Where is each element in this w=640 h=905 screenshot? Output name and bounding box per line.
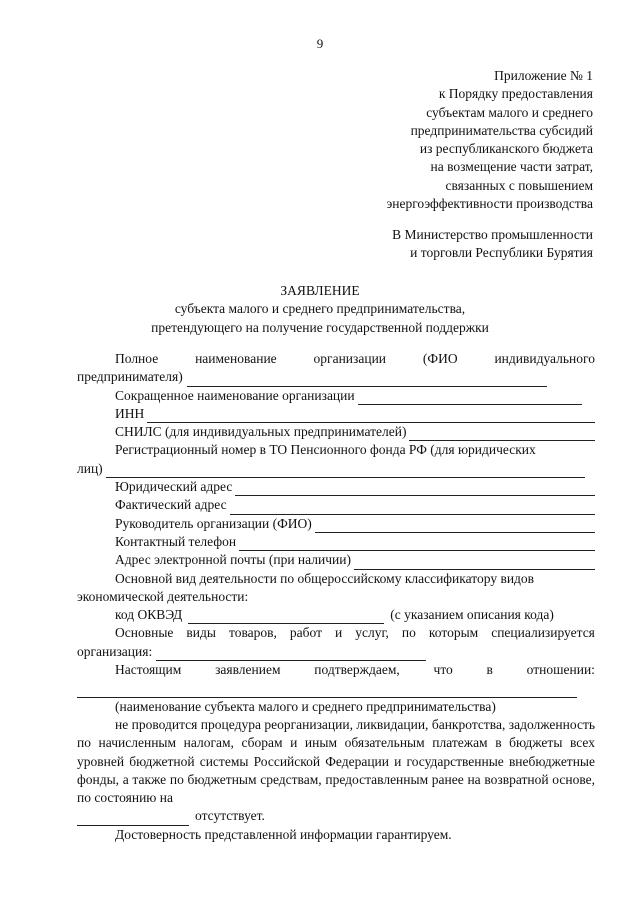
page-number: 9 xyxy=(316,36,324,51)
appendix-line: из республиканского бюджета xyxy=(419,141,593,157)
application-form xyxy=(77,350,595,844)
actual-address-row: Фактический адрес xyxy=(77,496,595,514)
addressee-line: и торговли Республики Бурятия xyxy=(410,245,593,261)
legal-address-row: Юридический адрес xyxy=(77,478,595,496)
addressee-block xyxy=(392,226,593,263)
appendix-line: Приложение № 1 xyxy=(494,68,593,83)
head-field[interactable] xyxy=(315,519,595,533)
appendix-line: связанных с повышением xyxy=(445,177,593,193)
goods-row: организация: xyxy=(77,643,595,661)
pfr-field[interactable] xyxy=(106,464,585,478)
head-row: Руководитель организации (ФИО) xyxy=(77,515,595,533)
appendix-line: на возмещение части затрат, xyxy=(430,159,593,175)
okved-code-field[interactable] xyxy=(188,610,384,624)
pfr-row: лиц) xyxy=(77,460,595,478)
phone-field[interactable] xyxy=(239,537,595,551)
okved-label-row: Основной вид деятельности по общероссийскому классификатору видов xyxy=(115,570,535,586)
actual-address-field[interactable] xyxy=(230,501,595,515)
full-name-label-line: Полное наименование организации (ФИО индивидуального xyxy=(115,351,595,366)
email-row: Адрес электронной почты (при наличии) xyxy=(77,551,595,569)
appendix-line: субъектам малого и среднего xyxy=(426,104,593,120)
statement-paragraph: не проводится процедура реорганизации, ликвидации, банкротства, задолженность по начисленным налогам, сборам и иным обязательным платежам в бюджеты всех уровней бюджетной системы Российской Федерации и государственные внебюджетные фонды, а также по бюджетным средствам, предоставленным ранее на возвратной основе, по состоянию на xyxy=(77,716,595,806)
subject-caption-row: (наименование субъекта малого и среднего предпринимательства) xyxy=(115,698,496,714)
appendix-block xyxy=(386,67,593,213)
inn-field[interactable] xyxy=(147,409,595,423)
confirm-line: Настоящим заявлением подтверждаем, что в отношении: xyxy=(115,662,595,678)
date-row: отсутствует. xyxy=(77,807,595,825)
subject-name-row xyxy=(77,679,595,697)
pfr-label-row: Регистрационный номер в ТО Пенсионного фонда РФ (для юридических xyxy=(115,442,536,458)
okved-label-cont: экономической деятельности: xyxy=(77,588,249,604)
inn-row: ИНН xyxy=(77,405,595,423)
title-line: претендующего на получение государственной поддержки xyxy=(151,319,489,335)
full-name-row: предпринимателя) xyxy=(0,368,595,386)
title-line: субъекта малого и среднего предпринимательства, xyxy=(174,301,466,317)
legal-address-field[interactable] xyxy=(235,482,595,496)
date-field[interactable] xyxy=(77,812,189,826)
addressee-line: В Министерство промышленности xyxy=(392,227,593,242)
subject-name-field[interactable] xyxy=(77,684,577,698)
title-heading: ЗАЯВЛЕНИЕ xyxy=(280,283,360,298)
short-name-field[interactable] xyxy=(358,391,582,405)
okved-code-row: код ОКВЭД (с указанием описания кода) xyxy=(77,606,595,624)
phone-row: Контактный телефон xyxy=(77,533,595,551)
guarantee-row: Достоверность представленной информации гарантируем. xyxy=(115,826,452,842)
short-name-row: Сокращенное наименование организации xyxy=(77,387,595,405)
document-title xyxy=(0,282,640,337)
full-name-field[interactable] xyxy=(187,373,547,387)
appendix-line: к Порядку предоставления xyxy=(438,86,593,102)
appendix-line: предпринимательства субсидий xyxy=(410,122,593,138)
appendix-line: энергоэффективности производства xyxy=(386,196,593,212)
email-field[interactable] xyxy=(354,556,595,570)
snils-row: СНИЛС (для индивидуальных предпринимателей) xyxy=(77,423,595,441)
goods-field[interactable] xyxy=(156,647,426,661)
snils-field[interactable] xyxy=(409,427,595,441)
goods-label-line: Основные виды товаров, работ и услуг, по которым специализируется xyxy=(115,625,595,641)
